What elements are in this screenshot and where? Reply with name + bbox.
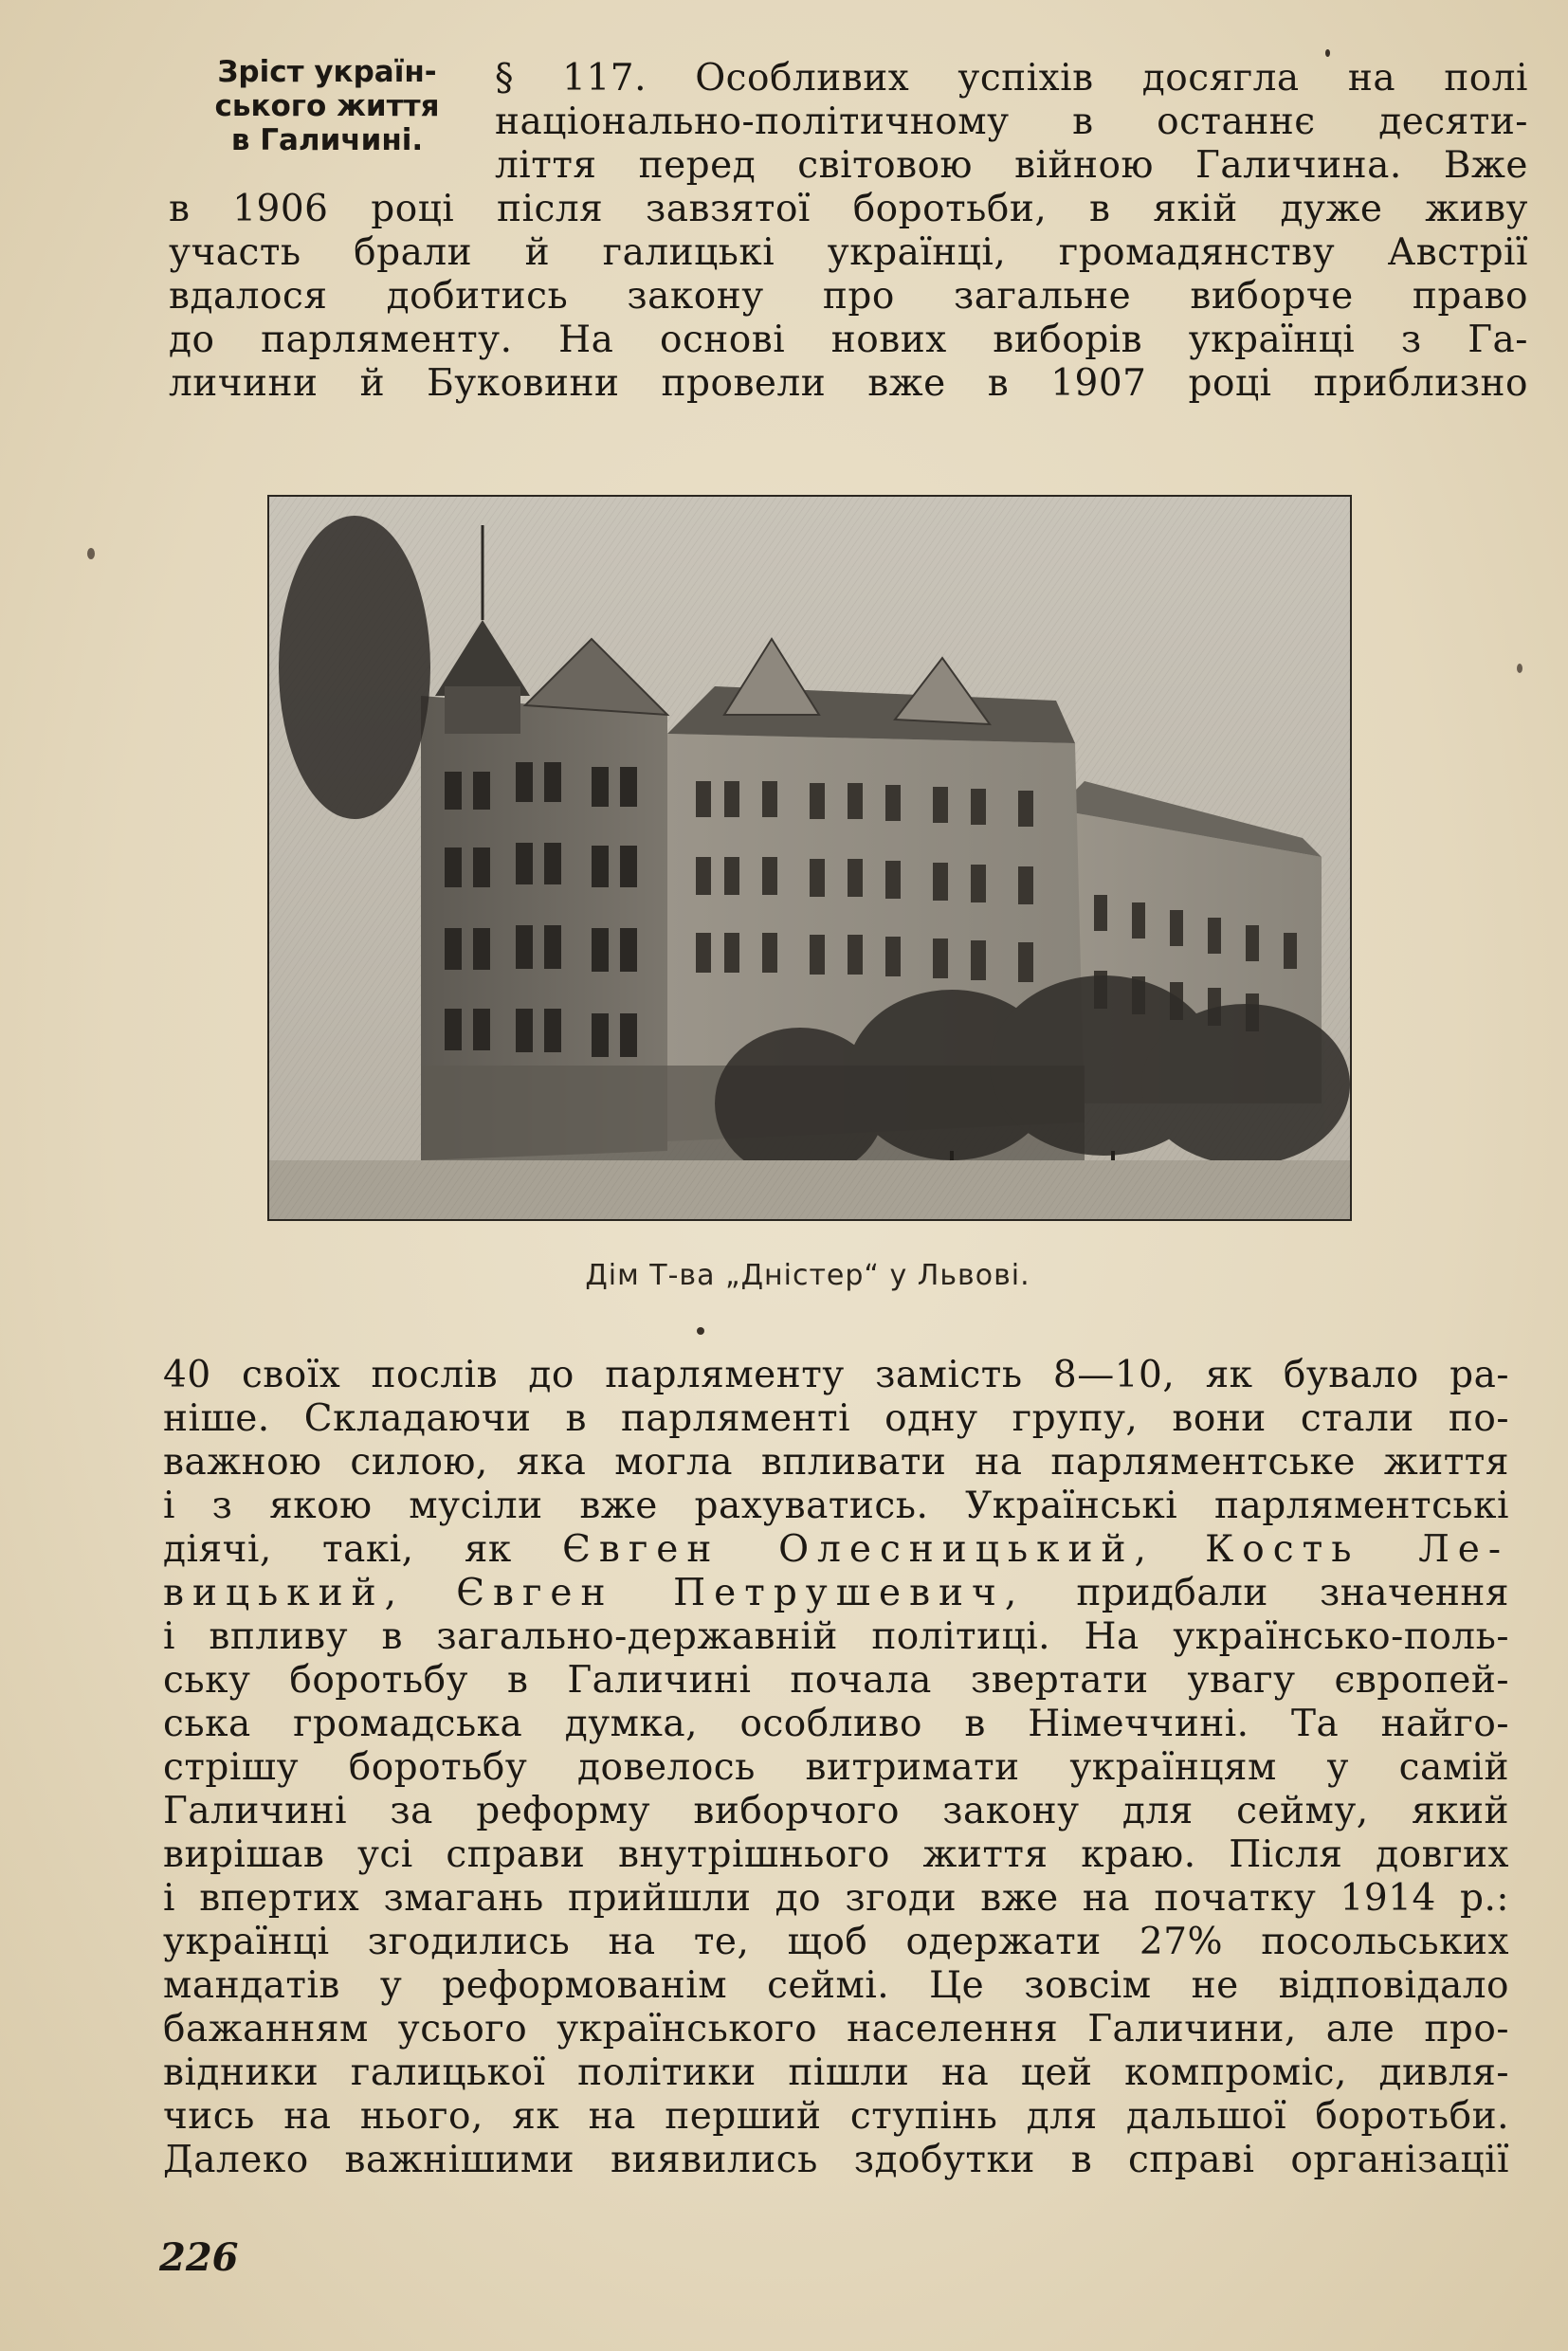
text-line: вдалося добитись закону про загальне виборче право bbox=[169, 275, 1528, 318]
side-heading-line: ського життя bbox=[214, 89, 440, 123]
text-line: українці згодились на те, щоб одержати 27% посольських bbox=[163, 1921, 1509, 1963]
text-segment: діячі, такі, як bbox=[163, 1528, 563, 1571]
text-line: Галичині за реформу виборчого закону для сейму, який bbox=[163, 1790, 1509, 1832]
text-segment bbox=[1155, 1528, 1205, 1571]
person-name: Кость Ле- bbox=[1205, 1528, 1509, 1571]
text-line: чись на нього, як на перший ступінь для дальшої боротьби. bbox=[163, 2095, 1509, 2138]
print-speck bbox=[87, 548, 95, 559]
text-line: бажанням усього українського населення Галичини, але про- bbox=[163, 2008, 1509, 2050]
text-line: мандатів у реформованім сеймі. Це зовсім не відповідало bbox=[163, 1964, 1509, 2007]
side-heading-line: Зріст україн- bbox=[217, 55, 437, 89]
building-photo bbox=[267, 495, 1352, 1221]
side-heading-line: в Галичині. bbox=[230, 123, 424, 157]
person-name: Євген Олесницький, bbox=[562, 1528, 1155, 1571]
text-line: і впливу в загально-державній політиці. На українсько-поль- bbox=[163, 1615, 1509, 1658]
print-speck bbox=[1325, 49, 1330, 57]
figure-caption: Дім Т-ва „Дністер“ у Львові. bbox=[585, 1259, 1030, 1292]
text-segment: придбали значення bbox=[1025, 1572, 1510, 1614]
text-line: в 1906 році після завзятої боротьби, в якій дуже живу bbox=[169, 188, 1528, 230]
text-line bbox=[163, 1572, 1509, 1615]
text-segment bbox=[405, 1572, 456, 1614]
person-name: вицький, bbox=[163, 1572, 406, 1614]
text-line: участь брали й галицькі українці, громадянству Австрії bbox=[169, 231, 1528, 274]
print-speck bbox=[697, 1327, 704, 1335]
text-line: важною силою, яка могла впливати на парляментське життя bbox=[163, 1441, 1509, 1484]
page-number: 226 bbox=[159, 2235, 239, 2280]
text-line: до парляменту. На основі нових виборів українці з Га- bbox=[169, 319, 1528, 361]
text-line: ліття перед світовою війною Галичина. Вже bbox=[495, 144, 1528, 187]
text-line: і з якою мусіли вже рахуватись. Українські парляментські bbox=[163, 1485, 1509, 1527]
text-line: стрішу боротьбу довелось витримати українцям у самій bbox=[163, 1746, 1509, 1789]
text-line: вирішав усі справи внутрішнього життя краю. Після довгих bbox=[163, 1833, 1509, 1876]
text-line: ську боротьбу в Галичині почала звертати увагу європей- bbox=[163, 1659, 1509, 1702]
text-line: 40 своїх послів до парляменту замість 8—10, як бувало ра- bbox=[163, 1354, 1509, 1396]
text-line: відники галицької політики пішли на цей компроміс, дивля- bbox=[163, 2051, 1509, 2094]
text-line: і впертих змагань прийшли до згоди вже на початку 1914 р.: bbox=[163, 1877, 1509, 1920]
text-line: ська громадська думка, особливо в Німеччині. Та найго- bbox=[163, 1703, 1509, 1745]
text-line: ніше. Складаючи в парляменті одну групу, вони стали по- bbox=[163, 1397, 1509, 1440]
side-heading bbox=[190, 55, 465, 157]
text-line: Далеко важнішими виявились здобутки в справі організації bbox=[163, 2139, 1509, 2181]
text-line: національно-політичному в останнє десяти- bbox=[495, 100, 1528, 143]
text-line bbox=[163, 1528, 1509, 1572]
person-name: Євген Петрушевич, bbox=[456, 1572, 1026, 1614]
building-illustration bbox=[269, 497, 1350, 1219]
print-speck bbox=[1517, 664, 1522, 673]
text-line: личини й Буковини провели вже в 1907 році приблизно bbox=[169, 362, 1528, 405]
text-line: § 117. Особливих успіхів досягла на полі bbox=[495, 57, 1528, 100]
